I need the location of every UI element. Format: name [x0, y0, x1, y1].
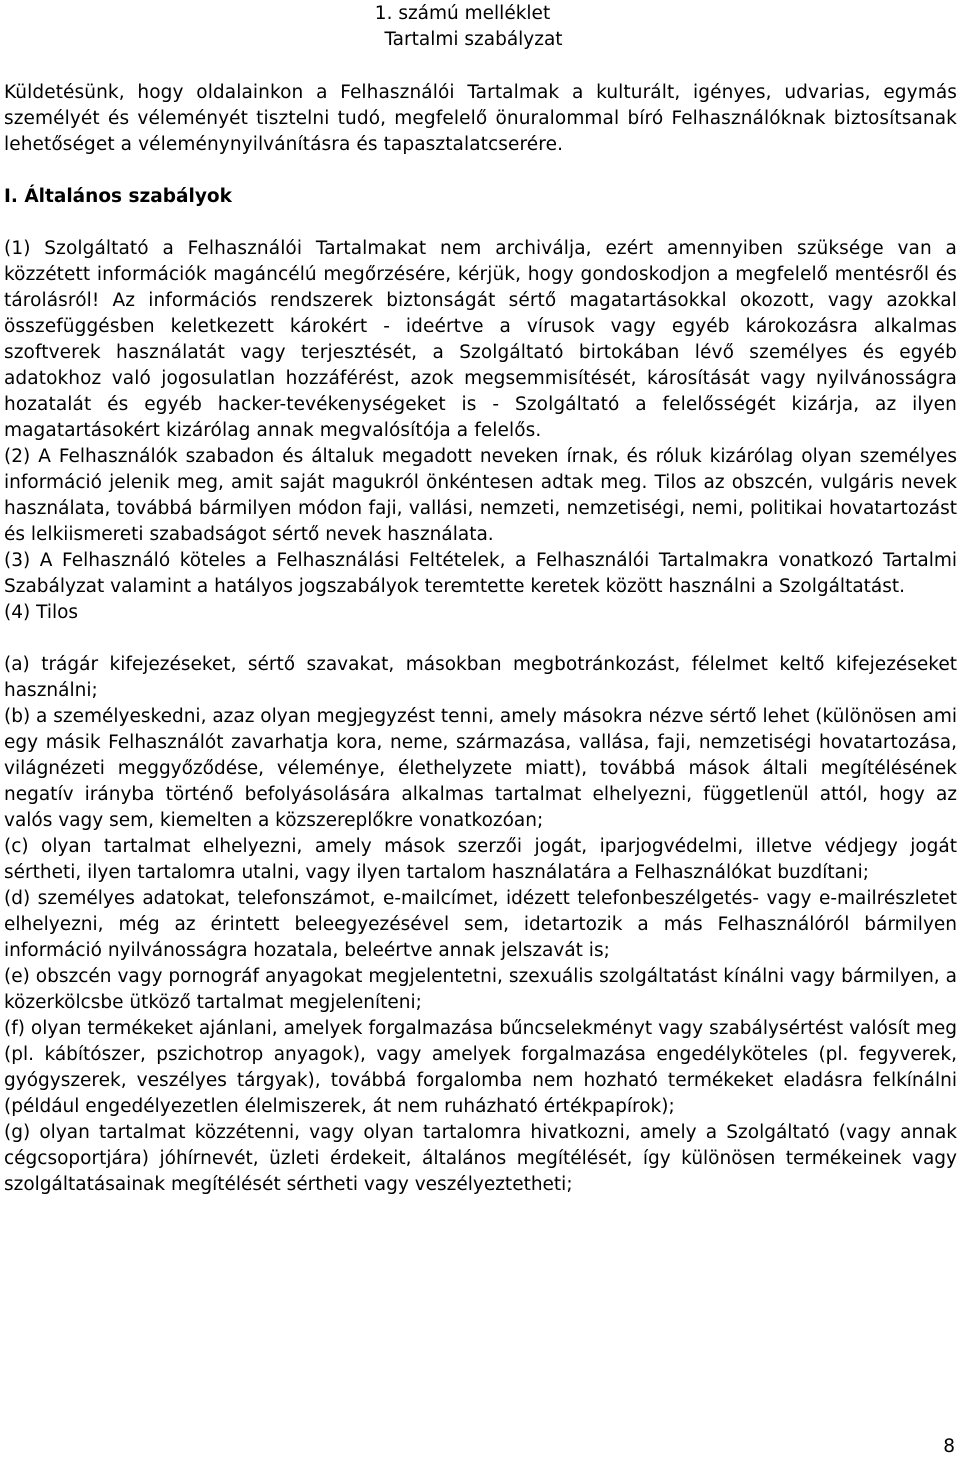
list-item: (g) olyan tartalmat közzétenni, vagy olyan tartalomra hivatkozni, amely a Szolgáltató (vagy annak cégcsoportjára) jóhírnevét, üzleti érdekeit, általános megítélését, így különösen termékeinek vagy szolgáltatásainak megítélését sértheti vagy veszélyeztetheti;: [4, 1122, 957, 1195]
rule-2: (2) A Felhasználók szabadon és általuk megadott neveken írnak, és róluk kizárólag olyan személyes információ jelenik meg, amit saját magukról önkéntesen adtak meg. Tilos az obszcén, vulgáris nevek használata, továbbá bármilyen módon faji, vallási, nemzeti, nemzetiségi, nemi, politikai hovatartozást és lelkiismereti szabadságot sértő nevek használata.: [4, 446, 957, 545]
prohibited-items-list: [4, 652, 957, 1198]
rule-1: (1) Szolgáltató a Felhasználói Tartalmakat nem archiválja, ezért amennyiben szüksége van a közzétett információk magáncélú megőrzésére, kérjük, hogy gondoskodjon a megfelelő mentésről és tárolásról! Az információs rendszerek biztonságát sértő magatartásokkal okozott, vagy azokkal összefüggésben keletkezett károkért - ideértve a vírusok vagy egyéb károkozásra alkalmas szoftverek használatát vagy terjesztését, a Szolgáltató birtokában lévő személyes és egyéb adatokhoz való jogosulatlan hozzáférést, azok megsemmisítését, károsítását vagy nyilvánosságra hozatalát és egyéb hacker-tevékenységeket is - Szolgáltató a felelősségét kizárja, az ilyen magatartásokért kizárólag annak megvalósítója a felelős.: [4, 238, 957, 441]
list-item: (c) olyan tartalmat elhelyezni, amely mások szerzői jogát, iparjogvédelmi, illetve védjegy jogát sértheti, ilyen tartalomra utalni, vagy ilyen tartalom használatára a Felhasználókat buzdítani;: [4, 836, 957, 883]
list-item: (b) a személyeskedni, azaz olyan megjegyzést tenni, amely másokra nézve sértő lehet (különösen ami egy másik Felhasználót zavarhatja kora, neme, származása, vallása, faji, nemzetiségi hovatartozása, világnézeti meggyőződése, véleménye, élethelyzete miatt), továbbá mások általi megítélésének negatív irányba történő befolyásolására alkalmas tartalmat elhelyezni, függetlenül attól, hogy az valós vagy sem, kiemelten a közszereplőkre vonatkozóan;: [4, 706, 958, 831]
section-heading: I. Általános szabályok: [4, 186, 232, 207]
page-number: 8: [943, 1436, 955, 1457]
list-item: (e) obszcén vagy pornográf anyagokat megjelentetni, szexuális szolgáltatást kínálni vagy bármilyen, a közerkölcsbe ütköző tartalmat megjeleníteni;: [4, 966, 957, 1013]
annex-number: 1. számú melléklet: [374, 3, 551, 24]
list-item: (f) olyan termékeket ajánlani, amelyek forgalmazása bűncselekményt vagy szabálysértést valósít meg (pl. kábítószer, pszichotrop anyagok), vagy amelyek forgalmazása engedélyköteles (pl. fegyverek, gyógyszerek, veszélyes tárgyak), továbbá forgalomba nem hozható termékeket eladásra felkínálni (például engedélyezetlen élelmiszerek, át nem ruházható értékpapírok);: [4, 1018, 957, 1117]
rule-4: (4) Tilos: [4, 602, 79, 623]
document-page: [4, 0, 957, 1198]
document-header: [4, 0, 957, 53]
intro-paragraph: Küldetésünk, hogy oldalainkon a Felhasználói Tartalmak a kulturált, igényes, udvarias, egymás személyét és véleményét tisztelni tudó, megfelelő önuralommal bíró Felhasználóknak biztosítsanak lehetőséget a véleménynyilvánításra és tapasztalatcserére.: [4, 82, 957, 155]
rule-3: (3) A Felhasználó köteles a Felhasználási Feltételek, a Felhasználói Tartalmakra vonatkozó Tartalmi Szabályzat valamint a hatályos jogszabályok teremtette keretek között használni a Szolgáltatást.: [4, 550, 957, 597]
list-item: (a) trágár kifejezéseket, sértő szavakat, másokban megbotránkozást, félelmet keltő kifejezéseket használni;: [4, 654, 957, 701]
list-item: (d) személyes adatokat, telefonszámot, e-mailcímet, idézett telefonbeszélgetés- vagy e-mailrészletet elhelyezni, még az érintett beleegyezésével sem, idetartozik a más Felhasználóról bármilyen információ nyilvánosságra hozatala, beleértve annak jelszavát is;: [4, 888, 957, 961]
document-title: Tartalmi szabályzat: [384, 29, 563, 50]
